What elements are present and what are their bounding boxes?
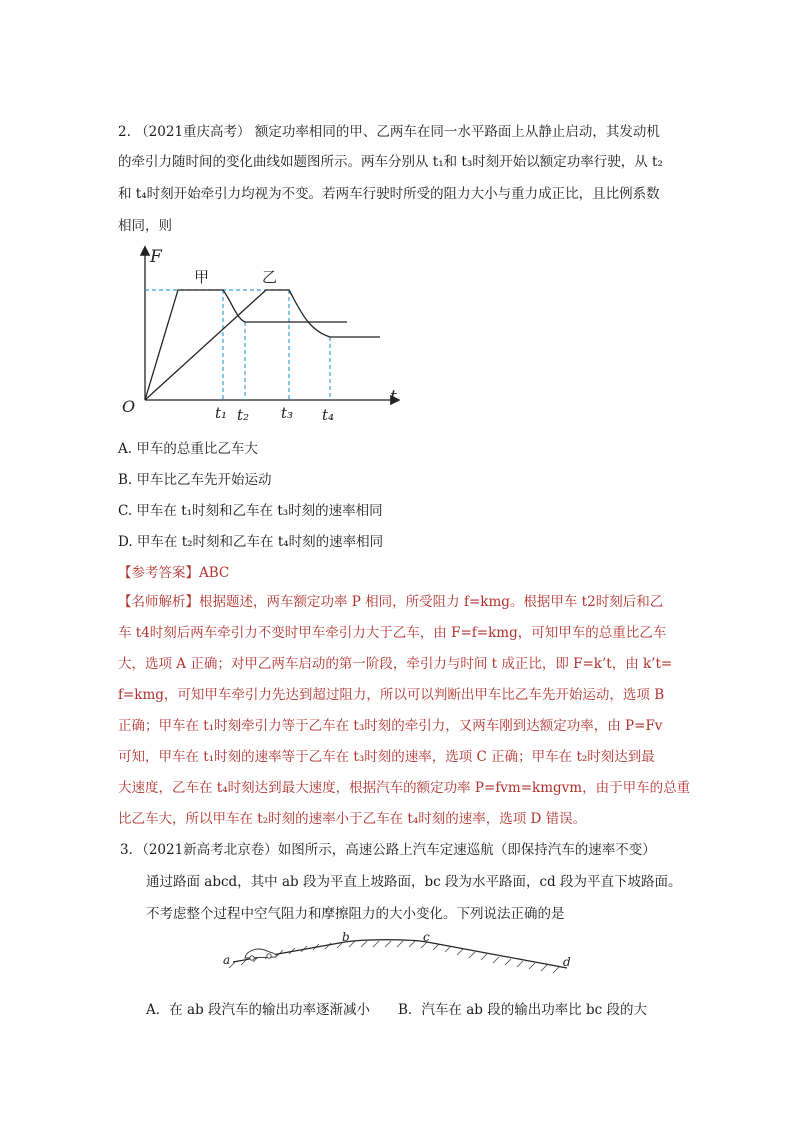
origin-label: O (122, 397, 136, 416)
q2-analysis-line-3: 大，选项 A 正确；对甲乙两车启动的第一阶段，牵引力与时间 t 成正比，即 F=k’t，由 k’t= (118, 656, 673, 672)
q2-analysis-line-7: 大速度，乙车在 t₄时刻达到最大速度，根据汽车的额定功率 P=fvm=kmgvm，由于甲车的总重 (118, 780, 691, 796)
q3-option-a: A．在 ab 段汽车的输出功率逐渐减小 (146, 1002, 371, 1018)
q2-option-a: A. 甲车的总重比乙车大 (118, 441, 258, 457)
q3-stem-line-3: 不考虑整个过程中空气阻力和摩擦阻力的大小变化。下列说法正确的是 (146, 906, 565, 922)
car-a-label: 甲 (194, 268, 210, 286)
point-b: b (342, 932, 350, 944)
car-a-curve (145, 290, 347, 400)
q3-option-b: B．汽车在 ab 段的输出功率比 bc 段的大 (398, 1002, 647, 1018)
q2-analysis-line-6: 可知，甲车在 t₁时刻的速率等于乙车在 t₃时刻的速率，选项 C 正确；甲车在 t₂时刻达到最 (118, 749, 655, 765)
point-c: c (423, 932, 430, 944)
q2-analysis-line-5: 正确；甲车在 t₁时刻牵引力等于乙车在 t₃时刻的牵引力，又两车刚到达额定功率，由 P=Fv (118, 718, 663, 734)
car-b-label: 乙 (262, 268, 278, 286)
point-a: a (223, 953, 231, 967)
q2-analysis-line-8: 比乙车大，所以甲车在 t₂时刻的速率小于乙车在 t₄时刻的速率，选项 D 错误。 (118, 811, 587, 827)
t-axis-label: t (390, 387, 397, 407)
q2-answer: 【参考答案】ABC (118, 565, 230, 581)
q2-stem-line-1: 2. （2021重庆高考） 额定功率相同的甲、乙两车在同一水平路面上从静止启动，其发动机 (118, 124, 660, 140)
f-axis-label: F (150, 247, 162, 267)
q3-stem-line-1: 3．（2021新高考北京卷）如图所示，高速公路上汽车定速巡航（即保持汽车的速率不变） (120, 842, 656, 858)
q2-option-c: C. 甲车在 t₁时刻和乙车在 t₃时刻的速率相同 (118, 503, 383, 519)
tick-t2: t₂ (237, 406, 250, 424)
q2-stem-line-4: 相同，则 (118, 218, 172, 234)
q2-stem-line-2: 的牵引力随时间的变化曲线如题图所示。两车分别从 t₁和 t₃时刻开始以额定功率行驶，从 t₂ (118, 154, 663, 170)
car-icon (245, 949, 276, 960)
q2-option-b: B. 甲车比乙车先开始运动 (118, 472, 272, 488)
q2-analysis-line-4: f=kmg，可知甲车牵引力先达到超过阻力，所以可以判断出甲车比乙车先开始运动，选项 B (118, 687, 665, 703)
tick-t1: t₁ (215, 404, 228, 422)
tick-t3: t₃ (281, 404, 294, 422)
q2-analysis-line-2: 车 t4时刻后两车牵引力不变时甲车牵引力大于乙车，由 F=f=kmg，可知甲车的总重比乙车 (118, 625, 667, 641)
q3-stem-line-2: 通过路面 abcd，其中 ab 段为平直上坡路面，bc 段为水平路面，cd 段为平直下坡路面。 (146, 874, 682, 890)
q2-analysis-line-1: 【名师解析】根据题述，两车额定功率 P 相同，所受阻力 f=kmg。根据甲车 t2时刻后和乙 (118, 594, 664, 610)
car-b-curve (145, 290, 380, 400)
tick-t4: t₄ (322, 406, 335, 424)
point-d: d (563, 955, 571, 969)
q2-option-d: D. 甲车在 t₂时刻和乙车在 t₄时刻的速率相同 (118, 534, 384, 550)
force-time-graph (110, 240, 410, 425)
road-diagram (215, 932, 585, 982)
q2-stem-line-3: 和 t₄时刻开始牵引力均视为不变。若两车行驶时所受的阻力大小与重力成正比，且比例系数 (118, 186, 660, 202)
